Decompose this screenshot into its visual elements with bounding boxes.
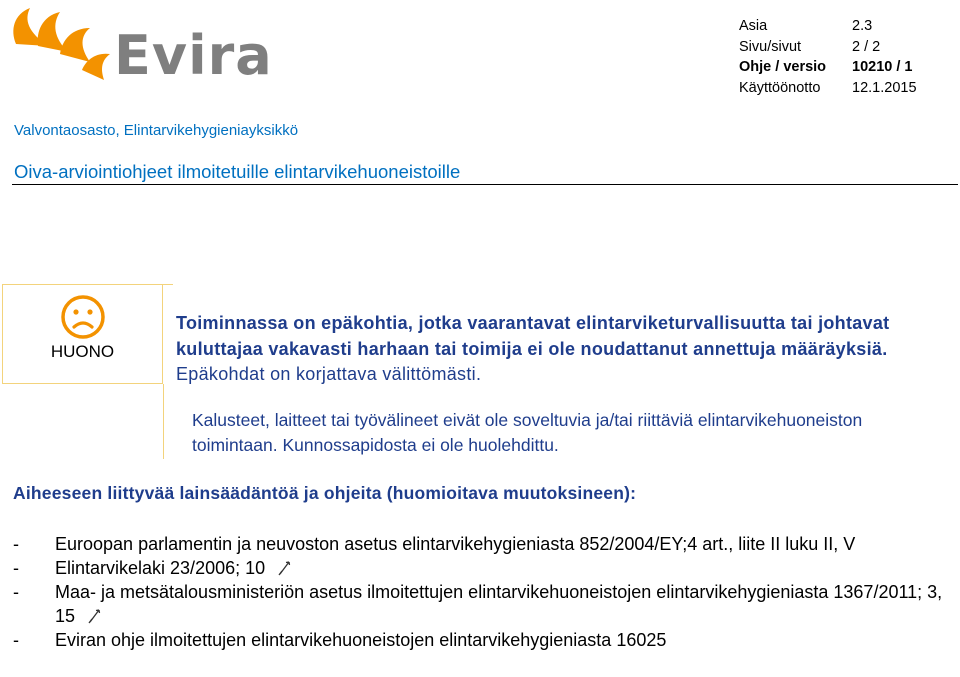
evira-logo <box>8 6 273 87</box>
meta-value: 12.1.2015 <box>852 80 917 97</box>
legislation-text: Maa- ja metsätalousministeriön asetus ilmoitettujen elintarvikehuoneistojen elintarvikehygieniasta 1367/2011; 3, 15 <box>55 582 943 626</box>
meta-value: 2 / 2 <box>852 38 881 55</box>
meta-label: Asia <box>739 18 768 34</box>
legislation-heading: Aiheeseen liittyvää lainsäädäntöä ja ohjeita (huomioitava muutoksineen): <box>13 483 637 503</box>
list-item <box>13 556 953 580</box>
rating-frame-side <box>163 384 164 459</box>
legislation-text: Elintarvikelaki 23/2006; 10 <box>55 558 266 578</box>
document-title: Oiva-arviointiohjeet ilmoitetuille elintarvikehuoneistoille <box>14 161 461 182</box>
item-description: Kalusteet, laitteet tai työvälineet eivät ole soveltuvia ja/tai riittäviä elintarvikehuoneiston toimintaan. Kunnossapidosta ei ole huolehdittu. <box>192 410 863 455</box>
logo-wordmark: Evira <box>114 24 273 87</box>
list-dash: - <box>13 630 19 650</box>
meta-label: Sivu/sivut <box>739 38 802 55</box>
rating-box <box>2 284 163 384</box>
list-dash: - <box>13 534 19 554</box>
hyperlink-icon[interactable] <box>86 607 104 625</box>
legislation-text: Eviran ohje ilmoitettujen elintarvikehuoneistojen elintarvikehygieniasta 16025 <box>55 630 667 650</box>
frown-face-icon <box>60 294 106 340</box>
legislation-list <box>13 532 953 652</box>
legislation-text: Euroopan parlamentin ja neuvoston asetus elintarvikehygieniasta 852/2004/EY;4 art., liite II luku II, V <box>55 534 856 554</box>
rating-description <box>176 311 956 388</box>
list-item <box>13 580 953 628</box>
rating-frame-top <box>163 284 173 285</box>
list-item <box>13 628 953 652</box>
meta-label: Ohje / versio <box>739 59 827 76</box>
department-name: Valvontaosasto, Elintarvikehygieniayksikkö <box>14 122 299 139</box>
meta-label: Käyttöönotto <box>739 80 821 97</box>
list-dash: - <box>13 558 19 578</box>
meta-value: 10210 / 1 <box>852 59 913 76</box>
rating-description-bold: Toiminnassa on epäkohtia, jotka vaarantavat elintarviketurvallisuutta tai johtavat kuluttajaa vakavasti harhaan tai toimija ei ole noudattanut annettuja määräyksiä. <box>176 313 890 359</box>
title-divider <box>12 184 958 185</box>
rating-description-normal: Epäkohdat on korjattava välittömästi. <box>176 364 482 384</box>
list-dash: - <box>13 582 19 602</box>
list-item <box>13 532 953 556</box>
evira-logo-mark-icon <box>8 6 118 86</box>
meta-value: 2.3 <box>852 18 873 34</box>
rating-label: HUONO <box>50 342 115 361</box>
hyperlink-icon[interactable] <box>276 559 294 577</box>
